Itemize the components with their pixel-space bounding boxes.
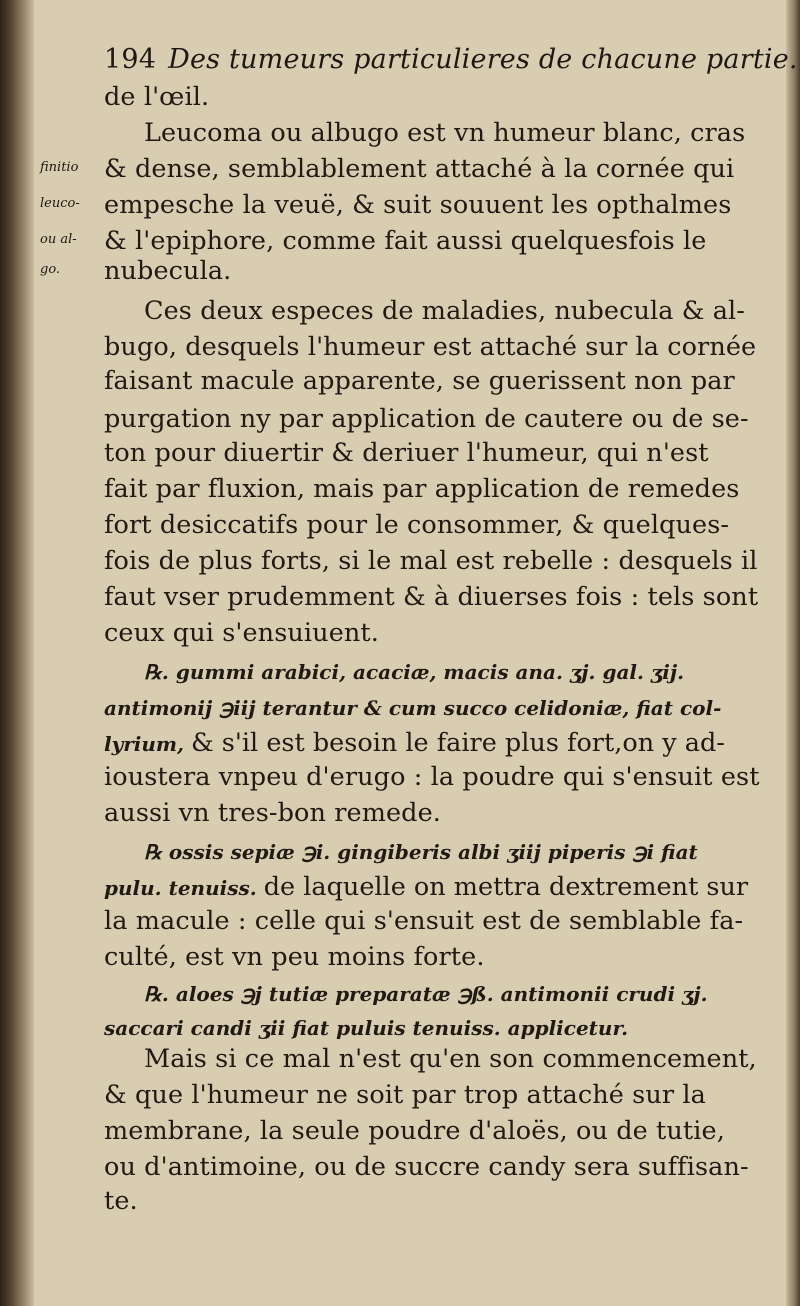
margin-note: go. [40, 262, 61, 277]
running-title: Des tumeurs particulieres de chacune partie. [168, 44, 798, 75]
text-line: membrane, la seule poudre d'aloës, ou de tutie, [104, 1116, 725, 1146]
page-edge [786, 0, 800, 1306]
text-line: nubecula. [104, 256, 232, 286]
text-line: empesche la veuë, & suit souuent les opthalmes [104, 190, 732, 220]
recipe-line: antimonij ℈iij terantur & cum succo celidoniæ, fiat col- [104, 696, 722, 720]
text-line: la macule : celle qui s'ensuit est de semblable fa- [104, 906, 744, 936]
recipe-line [104, 728, 764, 758]
text-line: faut vser prudemment & à diuerses fois : tels sont [104, 582, 759, 612]
text-line: culté, est vn peu moins forte. [104, 942, 485, 972]
text-line: & l'epiphore, comme fait aussi quelquesfois le [104, 226, 707, 256]
text-line: ton pour diuertir & deriuer l'humeur, qui n'est [104, 438, 709, 468]
text-line: te. [104, 1186, 138, 1216]
text-line: ceux qui s'ensuiuent. [104, 618, 379, 648]
text-line: Leucoma ou albugo est vn humeur blanc, cras [144, 118, 746, 148]
margin-note: leuco- [40, 196, 80, 211]
margin-note: finitio [40, 160, 79, 175]
text-line: fait par fluxion, mais par application de remedes [104, 474, 740, 504]
text-line: de l'œil. [104, 82, 210, 112]
text-line: ou d'antimoine, ou de succre candy sera suffisan- [104, 1152, 749, 1182]
recipe-line: ℞. aloes ℈j tutiæ preparatæ ℈ß. antimonii crudi ʒj. [144, 982, 708, 1006]
page-gutter [0, 0, 34, 1306]
recipe-line: ℞ ossis sepiæ ℈i. gingiberis albi ʒiij piperis ℈i fiat [144, 840, 698, 864]
margin-note: ou al- [40, 232, 77, 247]
recipe-line: ℞. gummi arabici, acaciæ, macis ana. ʒj. gal. ʒij. [144, 660, 685, 684]
recipe-latin: pulu. tenuiss. [104, 876, 257, 900]
text-line: & dense, semblablement attaché à la cornée qui [104, 154, 735, 184]
text-line: bugo, desquels l'humeur est attaché sur la cornée [104, 332, 757, 362]
text-line: ioustera vnpeu d'erugo : la poudre qui s'ensuit est [104, 762, 760, 792]
text-line: fois de plus forts, si le mal est rebelle : desquels il [104, 546, 758, 576]
text-line: fort desiccatifs pour le consommer, & quelques- [104, 510, 730, 540]
recipe-french: & s'il est besoin le faire plus fort,on y ad- [191, 728, 725, 758]
recipe-line [104, 872, 764, 902]
recipe-french: de laquelle on mettra dextrement sur [263, 872, 749, 902]
recipe-line: saccari candi ʒii fiat puluis tenuiss. applicetur. [104, 1016, 629, 1040]
text-line: Mais si ce mal n'est qu'en son commencement, [144, 1044, 757, 1074]
text-line: aussi vn tres-bon remede. [104, 798, 442, 828]
text-line: faisant macule apparente, se guerissent non par [104, 366, 735, 396]
running-header [104, 44, 798, 75]
recipe-latin: lyrium, [104, 732, 185, 756]
text-line: purgation ny par application de cautere ou de se- [104, 404, 749, 434]
text-line: & que l'humeur ne soit par trop attaché sur la [104, 1080, 706, 1110]
text-line: Ces deux especes de maladies, nubecula & al- [144, 296, 746, 326]
page-number: 194 [104, 44, 157, 75]
